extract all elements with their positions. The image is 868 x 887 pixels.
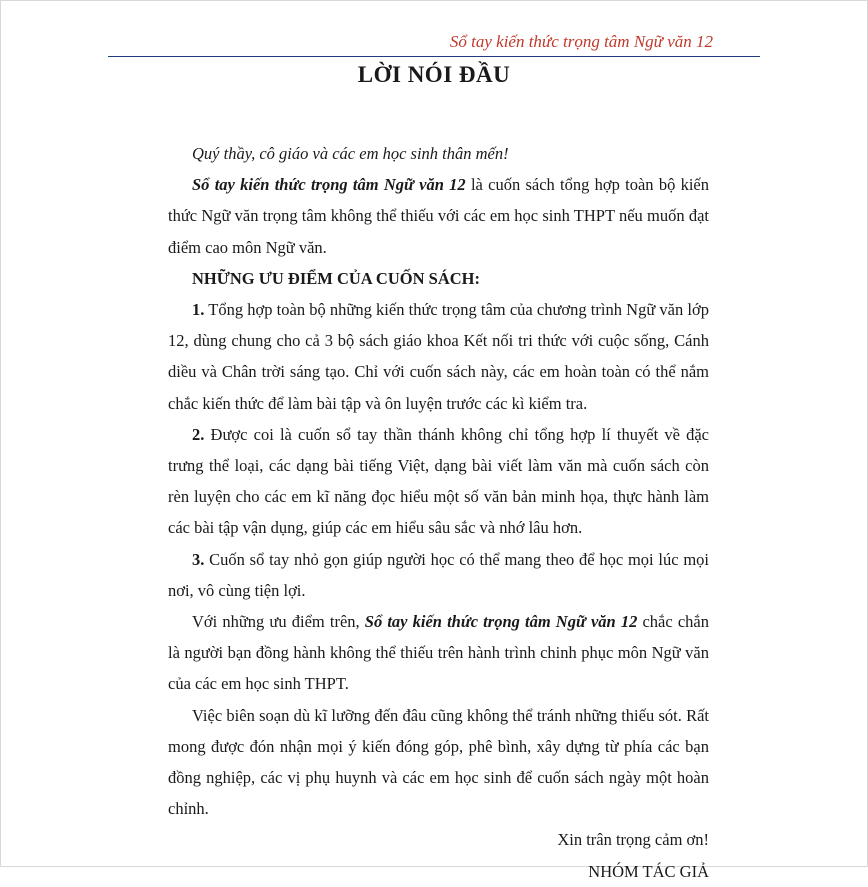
advantage-number: 3. bbox=[192, 549, 205, 569]
intro-text: là cuốn sách tổng hợp toàn bộ kiến thức Ngữ văn trọng tâm không thể thiếu với các em học sinh THPT nếu muốn đạt điểm cao môn Ngữ văn. bbox=[168, 175, 709, 257]
preface-body bbox=[168, 138, 709, 887]
advantage-item bbox=[168, 294, 709, 419]
conclusion-before: Với những ưu điểm trên, bbox=[192, 612, 365, 632]
thanks-line: Xin trân trọng cảm ơn! bbox=[557, 830, 709, 850]
running-header: Sổ tay kiến thức trọng tâm Ngữ văn 12 bbox=[449, 32, 713, 51]
intro-paragraph bbox=[168, 169, 709, 263]
advantage-number: 1. bbox=[192, 300, 205, 320]
page-title: LỜI NÓI ĐẦU bbox=[357, 62, 511, 87]
closing-paragraph: Việc biên soạn dù kĩ lưỡng đến đâu cũng không thể tránh những thiếu sót. Rất mong được đón nhận mọi ý kiến đóng góp, phê bình, xây dựng từ phía các bạn đồng nghiệp, các vị phụ huynh và các em học sinh để cuốn sách ngày một hoàn chỉnh. bbox=[168, 705, 709, 819]
signature: NHÓM TÁC GIẢ bbox=[588, 861, 709, 881]
advantage-item bbox=[168, 544, 709, 606]
conclusion-after: chắc chắn là người bạn đồng hành không thể thiếu trên hành trình chinh phục môn Ngữ văn của các em học sinh THPT. bbox=[168, 612, 709, 694]
book-name: Sổ tay kiến thức trọng tâm Ngữ văn 12 bbox=[364, 612, 638, 632]
advantage-item bbox=[168, 419, 709, 544]
header-rule bbox=[108, 56, 760, 57]
book-name: Sổ tay kiến thức trọng tâm Ngữ văn 12 bbox=[192, 175, 466, 195]
advantage-text: Tổng hợp toàn bộ những kiến thức trọng tâm của chương trình Ngữ văn lớp 12, dùng chung cho cả 3 bộ sách giáo khoa Kết nối tri thức với cuộc sống, Cánh diều và Chân trời sáng tạo. Chỉ với cuốn sách này, các em hoàn toàn có thể nắm chắc kiến thức để làm bài tập và ôn luyện trước các kì kiểm tra. bbox=[168, 300, 709, 413]
greeting: Quý thầy, cô giáo và các em học sinh thân mến! bbox=[192, 144, 509, 163]
advantages-heading: NHỮNG ƯU ĐIỂM CỦA CUỐN SÁCH: bbox=[192, 268, 480, 288]
advantage-text: Được coi là cuốn sổ tay thần thánh không chỉ tổng hợp lí thuyết về đặc trưng thể loại, các dạng bài tiếng Việt, dạng bài viết làm văn mà cuốn sách còn rèn luyện cho các em kĩ năng đọc hiểu một số văn bản minh họa, thực hành làm các bài tập vận dụng, giúp các em hiểu sâu sắc và nhớ lâu hơn. bbox=[168, 424, 709, 538]
conclusion-paragraph bbox=[168, 606, 709, 700]
advantage-text: Cuốn sổ tay nhỏ gọn giúp người học có thể mang theo để học mọi lúc mọi nơi, vô cùng tiện lợi. bbox=[168, 549, 709, 600]
advantage-number: 2. bbox=[192, 424, 205, 444]
